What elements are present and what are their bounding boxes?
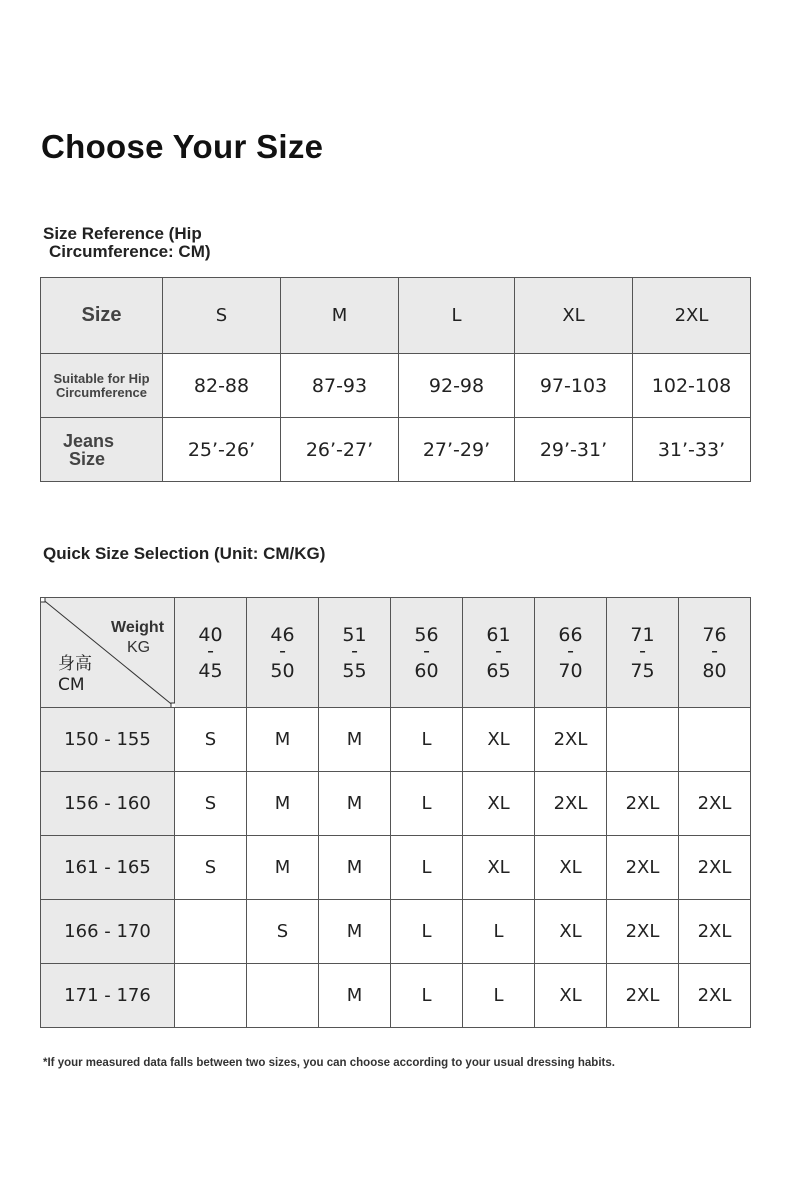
- size-cell: M: [319, 900, 391, 964]
- height-range-label: 161 - 165: [41, 836, 175, 900]
- size-cell: [175, 964, 247, 1028]
- height-row: [41, 772, 751, 836]
- weight-dash: -: [423, 639, 430, 662]
- size-cell: 2XL: [535, 708, 607, 772]
- size-s: S: [163, 278, 281, 354]
- size-row: [41, 278, 751, 354]
- corner-header: [41, 598, 175, 708]
- size-cell: XL: [463, 772, 535, 836]
- weight-label: Weight: [111, 619, 165, 636]
- size-cell: [679, 708, 751, 772]
- height-axis-label: [58, 654, 92, 696]
- size-label: Size: [41, 278, 163, 354]
- weight-low: 56: [414, 623, 439, 646]
- height-row: [41, 900, 751, 964]
- weight-low: 61: [486, 623, 511, 646]
- weight-dash: -: [207, 639, 214, 662]
- weight-axis-label: [111, 618, 164, 658]
- size-cell: 2XL: [607, 964, 679, 1028]
- size-cell: 2XL: [535, 772, 607, 836]
- height-row: [41, 964, 751, 1028]
- size-cell: 2XL: [607, 772, 679, 836]
- size-cell: L: [391, 708, 463, 772]
- weight-high: 75: [630, 659, 655, 682]
- footnote: *If your measured data falls between two sizes, you can choose according to your usual dressing habits.: [43, 1057, 615, 1069]
- height-range-label: 166 - 170: [41, 900, 175, 964]
- weight-range-header: [319, 598, 391, 708]
- size-cell: 2XL: [679, 836, 751, 900]
- size-cell: L: [391, 900, 463, 964]
- hip-value: 82-88: [163, 354, 281, 418]
- weight-high: 45: [198, 659, 223, 682]
- size-cell: S: [247, 900, 319, 964]
- size-cell: S: [175, 708, 247, 772]
- hip-value: 102-108: [633, 354, 751, 418]
- size-cell: M: [247, 772, 319, 836]
- size-cell: [607, 708, 679, 772]
- height-row: [41, 708, 751, 772]
- size-cell: XL: [463, 708, 535, 772]
- size-cell: L: [463, 964, 535, 1028]
- height-range-label: 156 - 160: [41, 772, 175, 836]
- weight-dash: -: [495, 639, 502, 662]
- jeans-value: 29’-31’: [515, 418, 633, 482]
- size-cell: L: [463, 900, 535, 964]
- size-cell: L: [391, 964, 463, 1028]
- weight-high: 65: [486, 659, 511, 682]
- height-range-label: 171 - 176: [41, 964, 175, 1028]
- size-cell: XL: [535, 900, 607, 964]
- size-cell: 2XL: [679, 772, 751, 836]
- jeans-row: [41, 418, 751, 482]
- weight-high: 70: [558, 659, 583, 682]
- weight-range-header: [463, 598, 535, 708]
- size-cell: 2XL: [679, 900, 751, 964]
- size-cell: M: [247, 708, 319, 772]
- weight-dash: -: [639, 639, 646, 662]
- weight-range-header: [607, 598, 679, 708]
- size-cell: [175, 900, 247, 964]
- weight-low: 66: [558, 623, 583, 646]
- weight-header-row: [41, 598, 751, 708]
- size-cell: S: [175, 772, 247, 836]
- size-l: L: [399, 278, 515, 354]
- jeans-value: 25’-26’: [163, 418, 281, 482]
- size-reference-title-line2: Circumference: CM): [49, 242, 211, 261]
- hip-value: 92-98: [399, 354, 515, 418]
- hip-label: Suitable for Hip Circumference: [41, 354, 163, 418]
- size-m: M: [281, 278, 399, 354]
- weight-range-header: [391, 598, 463, 708]
- size-cell: [247, 964, 319, 1028]
- height-row: [41, 836, 751, 900]
- jeans-value: 26’-27’: [281, 418, 399, 482]
- size-cell: 2XL: [679, 964, 751, 1028]
- size-cell: M: [319, 772, 391, 836]
- size-cell: 2XL: [607, 836, 679, 900]
- size-cell: M: [319, 708, 391, 772]
- weight-low: 46: [270, 623, 295, 646]
- size-cell: XL: [463, 836, 535, 900]
- size-cell: 2XL: [607, 900, 679, 964]
- height-unit: CM: [58, 675, 85, 695]
- weight-unit: KG: [127, 639, 151, 656]
- weight-high: 55: [342, 659, 367, 682]
- size-cell: L: [391, 772, 463, 836]
- size-cell: XL: [535, 836, 607, 900]
- jeans-label: [41, 418, 163, 482]
- weight-low: 51: [342, 623, 367, 646]
- weight-range-header: [679, 598, 751, 708]
- size-cell: M: [319, 836, 391, 900]
- size-cell: XL: [535, 964, 607, 1028]
- weight-low: 71: [630, 623, 655, 646]
- size-cell: M: [247, 836, 319, 900]
- size-reference-table: [40, 277, 751, 482]
- hip-value: 87-93: [281, 354, 399, 418]
- jeans-value: 31’-33’: [633, 418, 751, 482]
- weight-low: 76: [702, 623, 727, 646]
- size-cell: S: [175, 836, 247, 900]
- weight-dash: -: [567, 639, 574, 662]
- hip-row: [41, 354, 751, 418]
- weight-dash: -: [711, 639, 718, 662]
- page-title: Choose Your Size: [41, 128, 324, 165]
- weight-high: 80: [702, 659, 727, 682]
- size-cell: L: [391, 836, 463, 900]
- weight-range-header: [247, 598, 319, 708]
- weight-dash: -: [351, 639, 358, 662]
- height-label: 身高: [58, 654, 92, 674]
- weight-range-header: [535, 598, 607, 708]
- weight-high: 60: [414, 659, 439, 682]
- weight-dash: -: [279, 639, 286, 662]
- weight-low: 40: [198, 623, 223, 646]
- height-range-label: 150 - 155: [41, 708, 175, 772]
- jeans-label-line2: Size: [69, 448, 106, 469]
- weight-high: 50: [270, 659, 295, 682]
- jeans-label-line1: Jeans: [63, 430, 115, 451]
- size-reference-title: [43, 225, 283, 261]
- jeans-value: 27’-29’: [399, 418, 515, 482]
- size-reference-title-line1: Size Reference (Hip: [43, 224, 202, 243]
- quick-size-table: [40, 597, 751, 1028]
- quick-selection-title: Quick Size Selection (Unit: CM/KG): [43, 544, 326, 563]
- size-cell: M: [319, 964, 391, 1028]
- weight-range-header: [175, 598, 247, 708]
- size-xl: XL: [515, 278, 633, 354]
- hip-value: 97-103: [515, 354, 633, 418]
- size-2xl: 2XL: [633, 278, 751, 354]
